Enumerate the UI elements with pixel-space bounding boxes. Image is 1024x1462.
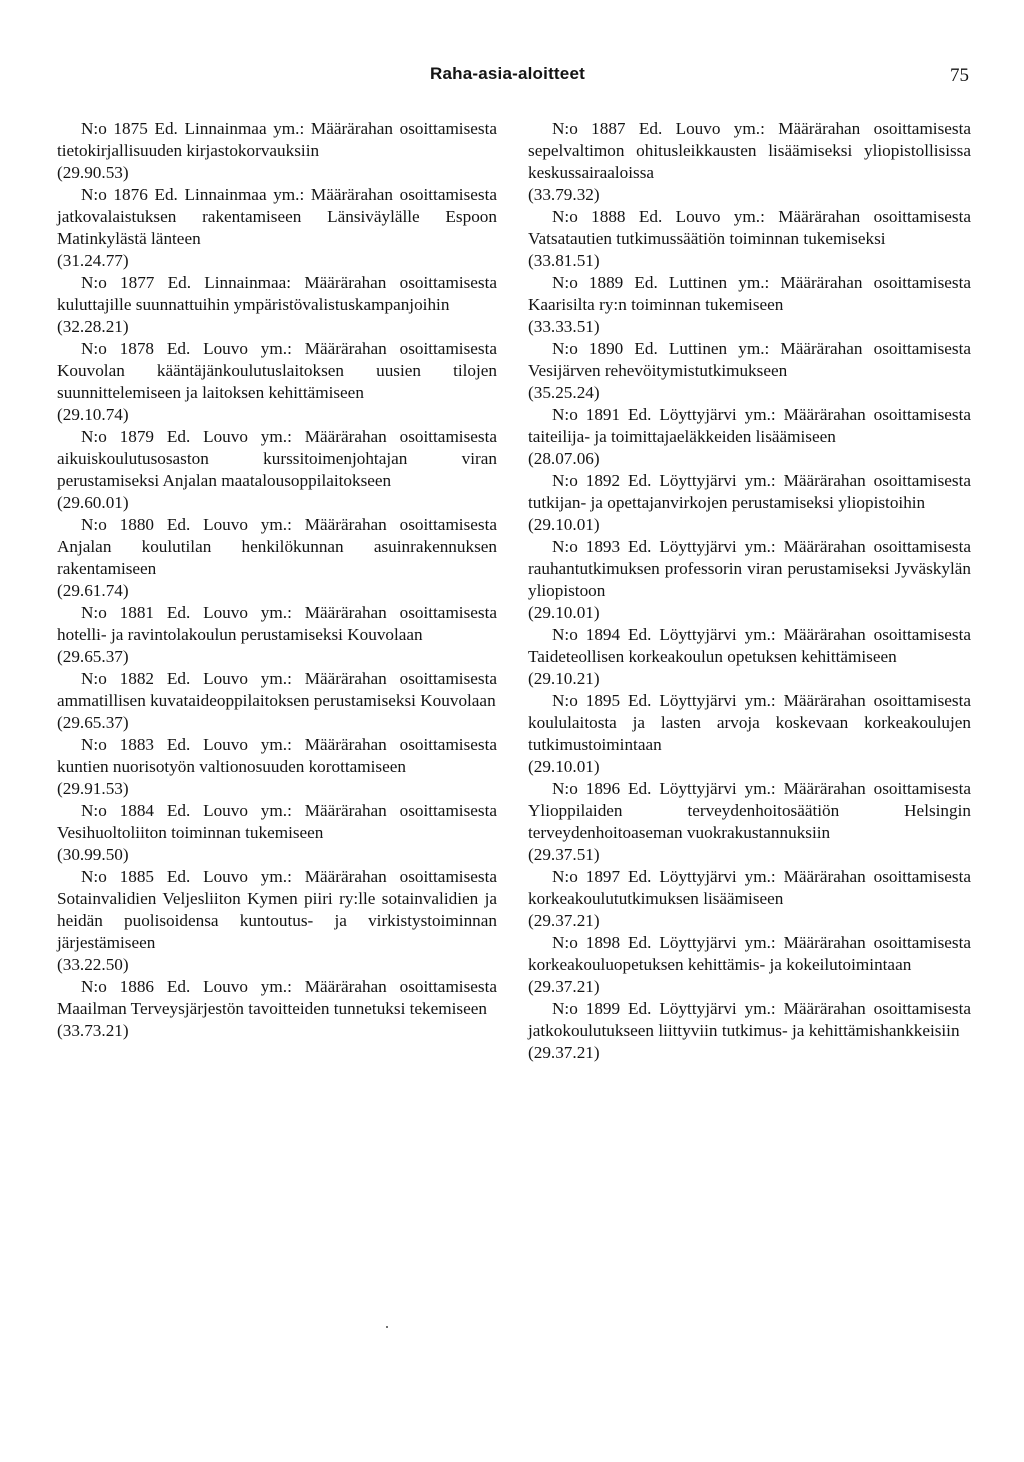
entry-text: Määrärahan osoittamisesta rauhantutkimuksen professorin viran perustamiseksi Jyväskylän yliopistoon [528, 537, 971, 600]
entry-head: N:o 1879 Ed. Louvo ym.: [81, 427, 292, 446]
entry-reference: (33.73.21) [57, 1021, 129, 1040]
entry-head: N:o 1886 Ed. Louvo ym.: [81, 977, 292, 996]
entry-text: Määrärahan osoittamisesta ammatillisen kuvataideoppilaitoksen perustamiseksi Kouvolaan [57, 669, 497, 710]
list-item [528, 404, 971, 470]
entry-text: Määrärahan osoittamisesta Maailman Terveysjärjestön tavoitteiden tunnetuksi tekemiseen [57, 977, 497, 1018]
entry-text: Määrärahan osoittamisesta Kouvolan kääntäjänkoulutuslaitoksen uusien tilojen suunnittelemiseen ja laitoksen kehittämiseen [57, 339, 497, 402]
entry-text: Määrärahan osoittamisesta hotelli- ja ravintolakoulun perustamiseksi Kouvolaan [57, 603, 497, 644]
list-item [528, 536, 971, 624]
list-item [528, 118, 971, 206]
list-item [57, 602, 497, 668]
entry-text: Määrärahan osoittamisesta aikuiskoulutusosaston kurssitoimenjohtajan viran perustamiseksi Anjalan maatalousoppilaitokseen [57, 427, 497, 490]
entry-reference: (29.37.21) [528, 977, 600, 996]
list-item [57, 272, 497, 338]
entry-text: Määrärahan osoittamisesta korkeakoulututkimuksen lisäämiseen [528, 867, 971, 908]
entry-text: Määrärahan osoittamisesta Vatsatautien tutkimussäätiön toiminnan tukemiseksi [528, 207, 971, 248]
entry-head: N:o 1885 Ed. Louvo ym.: [81, 867, 292, 886]
entry-reference: (29.91.53) [57, 779, 129, 798]
entry-head: N:o 1899 Ed. Löyttyjärvi ym.: [552, 999, 776, 1018]
entry-text: Määrärahan osoittamisesta tietokirjallisuuden kirjastokorvauksiin [57, 119, 497, 160]
entry-reference: (29.37.21) [528, 1043, 600, 1062]
list-item [528, 778, 971, 866]
entry-head: N:o 1897 Ed. Löyttyjärvi ym.: [552, 867, 776, 886]
entry-head: N:o 1876 Ed. Linnainmaa ym.: [81, 185, 305, 204]
page-number: 75 [950, 65, 969, 86]
entry-head: N:o 1895 Ed. Löyttyjärvi ym.: [552, 691, 776, 710]
entry-text: Määrärahan osoittamisesta Kaarisilta ry:n toiminnan tukemiseen [528, 273, 971, 314]
entry-head: N:o 1882 Ed. Louvo ym.: [81, 669, 292, 688]
entry-head: N:o 1887 Ed. Louvo ym.: [552, 119, 765, 138]
list-item [528, 338, 971, 404]
entry-reference: (29.10.01) [528, 757, 600, 776]
entry-head: N:o 1884 Ed. Louvo ym.: [81, 801, 292, 820]
left-column [57, 118, 497, 1042]
entry-reference: (30.99.50) [57, 845, 129, 864]
entry-reference: (29.10.74) [57, 405, 129, 424]
entry-reference: (29.65.37) [57, 647, 129, 666]
entry-reference: (29.10.21) [528, 669, 600, 688]
entry-head: N:o 1881 Ed. Louvo ym.: [81, 603, 292, 622]
entry-head: N:o 1893 Ed. Löyttyjärvi ym.: [552, 537, 776, 556]
entry-reference: (35.25.24) [528, 383, 600, 402]
list-item [57, 338, 497, 426]
entry-reference: (29.60.01) [57, 493, 129, 512]
entry-head: N:o 1883 Ed. Louvo ym.: [81, 735, 292, 754]
entry-reference: (31.24.77) [57, 251, 129, 270]
entry-head: N:o 1889 Ed. Luttinen ym.: [552, 273, 770, 292]
scan-speck [386, 1326, 388, 1328]
entry-text: Määrärahan osoittamisesta taiteilija- ja toimittajaeläkkeiden lisäämiseen [528, 405, 971, 446]
entry-text: Määrärahan osoittamisesta Anjalan koulutilan henkilökunnan asuinrakennuksen rakentamiseen [57, 515, 497, 578]
entry-text: Määrärahan osoittamisesta jatkokoulutukseen liittyviin tutkimus- ja kehittämishankkeisiin [528, 999, 971, 1040]
entry-reference: (28.07.06) [528, 449, 600, 468]
list-item [57, 668, 497, 734]
list-item [528, 206, 971, 272]
list-item [57, 800, 497, 866]
entry-text: Määrärahan osoittamisesta kuntien nuorisotyön valtionosuuden korottamiseen [57, 735, 497, 776]
list-item [57, 118, 497, 184]
entry-head: N:o 1896 Ed. Löyttyjärvi ym.: [552, 779, 776, 798]
entry-head: N:o 1877 Ed. Linnainmaa: [81, 273, 292, 292]
list-item [57, 514, 497, 602]
entry-reference: (33.79.32) [528, 185, 600, 204]
entry-text: Määrärahan osoittamisesta Ylioppilaiden terveydenhoitosäätiön Helsingin terveydenhoitoaseman vuokrakustannuksiin [528, 779, 971, 842]
entry-text: Määrärahan osoittamisesta Taideteollisen korkeakoulun opetuksen kehittämiseen [528, 625, 971, 666]
entry-reference: (29.90.53) [57, 163, 129, 182]
list-item [528, 932, 971, 998]
entry-text: Määrärahan osoittamisesta sepelvaltimon ohitusleikkausten lisäämiseksi yliopistollisissa keskussairaaloissa [528, 119, 971, 182]
entry-head: N:o 1875 Ed. Linnainmaa ym.: [81, 119, 305, 138]
entry-head: N:o 1878 Ed. Louvo ym.: [81, 339, 292, 358]
entry-reference: (33.81.51) [528, 251, 600, 270]
entry-reference: (29.10.01) [528, 603, 600, 622]
entry-reference: (29.37.21) [528, 911, 600, 930]
entry-text: Määrärahan osoittamisesta Vesihuoltoliiton toiminnan tukemiseen [57, 801, 497, 842]
entry-text: Määrärahan osoittamisesta kuluttajille suunnattuihin ympäristövalistuskampanjoihin [57, 273, 497, 314]
entry-reference: (29.10.01) [528, 515, 600, 534]
entry-text: Määrärahan osoittamisesta Vesijärven rehevöitymistutkimukseen [528, 339, 971, 380]
entry-text: Määrärahan osoittamisesta Sotainvalidien Veljesliiton Kymen piiri ry:lle sotainvalidien ja heidän puolisoidensa kuntoutus- ja virkistystoiminnan järjestämiseen [57, 867, 497, 952]
entry-head: N:o 1890 Ed. Luttinen ym.: [552, 339, 770, 358]
entry-head: N:o 1892 Ed. Löyttyjärvi ym.: [552, 471, 776, 490]
list-item [528, 998, 971, 1064]
list-item [528, 690, 971, 778]
list-item [57, 866, 497, 976]
entry-reference: (29.65.37) [57, 713, 129, 732]
list-item [57, 426, 497, 514]
list-item [528, 470, 971, 536]
entry-head: N:o 1898 Ed. Löyttyjärvi ym.: [552, 933, 776, 952]
page-header-title: Raha-asia-aloitteet [430, 64, 585, 83]
list-item [57, 184, 497, 272]
entry-text: Määrärahan osoittamisesta koululaitosta ja lasten arvoja koskevaan korkeakoulujen tutkimustoimintaan [528, 691, 971, 754]
entry-reference: (29.61.74) [57, 581, 129, 600]
list-item [528, 624, 971, 690]
entry-text: Määrärahan osoittamisesta korkeakouluopetuksen kehittämis- ja kokeilutoimintaan [528, 933, 971, 974]
entry-head: N:o 1888 Ed. Louvo ym.: [552, 207, 765, 226]
entry-text: Määrärahan osoittamisesta jatkovalaistuksen rakentamiseen Länsiväylälle Espoon Matinkylästä länteen [57, 185, 497, 248]
list-item [528, 272, 971, 338]
list-item [57, 734, 497, 800]
entry-reference: (29.37.51) [528, 845, 600, 864]
entry-text: Määrärahan osoittamisesta tutkijan- ja opettajanvirkojen perustamiseksi yliopistoihin [528, 471, 971, 512]
entry-head: N:o 1894 Ed. Löyttyjärvi ym.: [552, 625, 776, 644]
right-column [528, 118, 971, 1064]
entry-reference: (32.28.21) [57, 317, 129, 336]
entry-head: N:o 1880 Ed. Louvo ym.: [81, 515, 292, 534]
list-item [528, 866, 971, 932]
entry-head: N:o 1891 Ed. Löyttyjärvi ym.: [552, 405, 776, 424]
entry-reference: (33.22.50) [57, 955, 129, 974]
list-item [57, 976, 497, 1042]
entry-reference: (33.33.51) [528, 317, 600, 336]
